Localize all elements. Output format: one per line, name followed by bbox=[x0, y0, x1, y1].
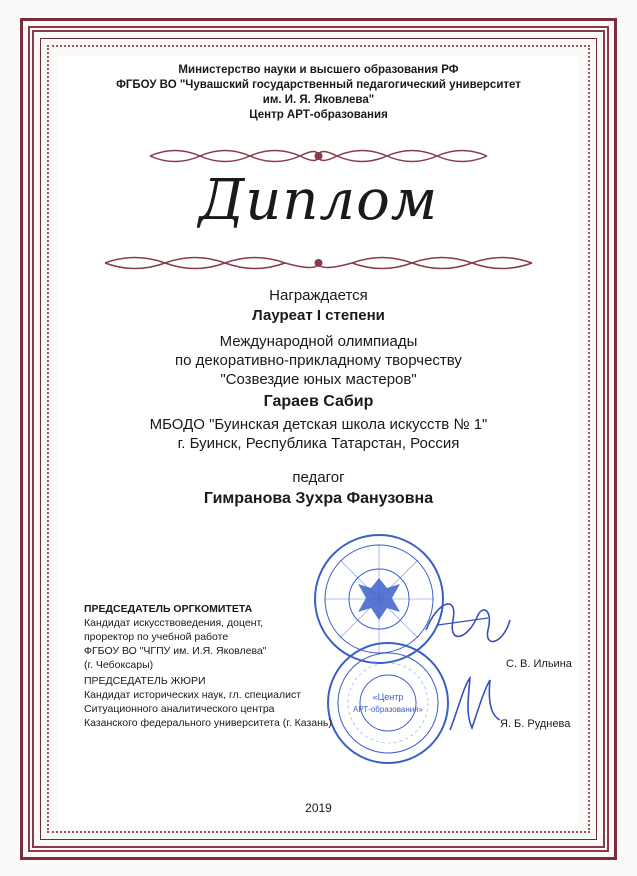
event-line2: по декоративно-прикладному творчеству bbox=[175, 352, 462, 369]
stamp-text-1: «Центр bbox=[372, 692, 404, 702]
header-line3: им. И. Я. Яковлева" bbox=[262, 94, 375, 106]
chair-name: С. В. Ильина bbox=[506, 658, 572, 670]
chair-line2: проректор по учебной работе bbox=[84, 631, 229, 643]
jury-name: Я. Б. Руднева bbox=[500, 718, 571, 730]
award-degree: Лауреат I степени bbox=[252, 307, 385, 324]
teacher-name: Гимранова Зухра Фанузовна bbox=[203, 490, 434, 507]
chair-signature bbox=[418, 590, 518, 660]
chair-line4: (г. Чебоксары) bbox=[84, 659, 154, 671]
award-intro: Награждается bbox=[269, 287, 368, 304]
event-line1: Международной олимпиады bbox=[219, 333, 418, 350]
bottom-ornament bbox=[0, 250, 637, 276]
jury-line1: Кандидат исторических наук, гл. специалист bbox=[84, 689, 302, 701]
chair-line3: ФГБОУ ВО "ЧГПУ им. И.Я. Яковлева" bbox=[84, 645, 267, 657]
teacher-label: педагог bbox=[292, 469, 345, 486]
chair-line1: Кандидат искусствоведения, доцент, bbox=[84, 617, 264, 629]
school-name: МБОДО "Буинская детская школа искусств № 1" bbox=[149, 416, 488, 433]
school-city: г. Буинск, Республика Татарстан, Россия bbox=[177, 435, 460, 452]
header-line1: Министерство науки и высшего образования РФ bbox=[178, 64, 459, 76]
top-ornament bbox=[0, 143, 637, 169]
diploma-title: Диплом bbox=[198, 168, 439, 233]
jury-title: ПРЕДСЕДАТЕЛЬ ЖЮРИ bbox=[84, 675, 206, 687]
jury-line3: Казанского федерального университета (г. Казань) bbox=[84, 717, 332, 729]
jury-line2: Ситуационного аналитического центра bbox=[84, 703, 275, 715]
header-line2: ФГБОУ ВО "Чувашский государственный педагогический университет bbox=[116, 79, 521, 91]
stamp-text-2: АРТ-образования» bbox=[352, 705, 424, 714]
event-line3: "Созвездие юных мастеров" bbox=[220, 371, 417, 388]
recipient-name: Гараев Сабир bbox=[263, 393, 374, 410]
year: 2019 bbox=[305, 801, 332, 815]
chair-title: ПРЕДСЕДАТЕЛЬ ОРГКОМИТЕТА bbox=[84, 603, 253, 615]
header-line4: Центр АРТ-образования bbox=[249, 109, 388, 121]
